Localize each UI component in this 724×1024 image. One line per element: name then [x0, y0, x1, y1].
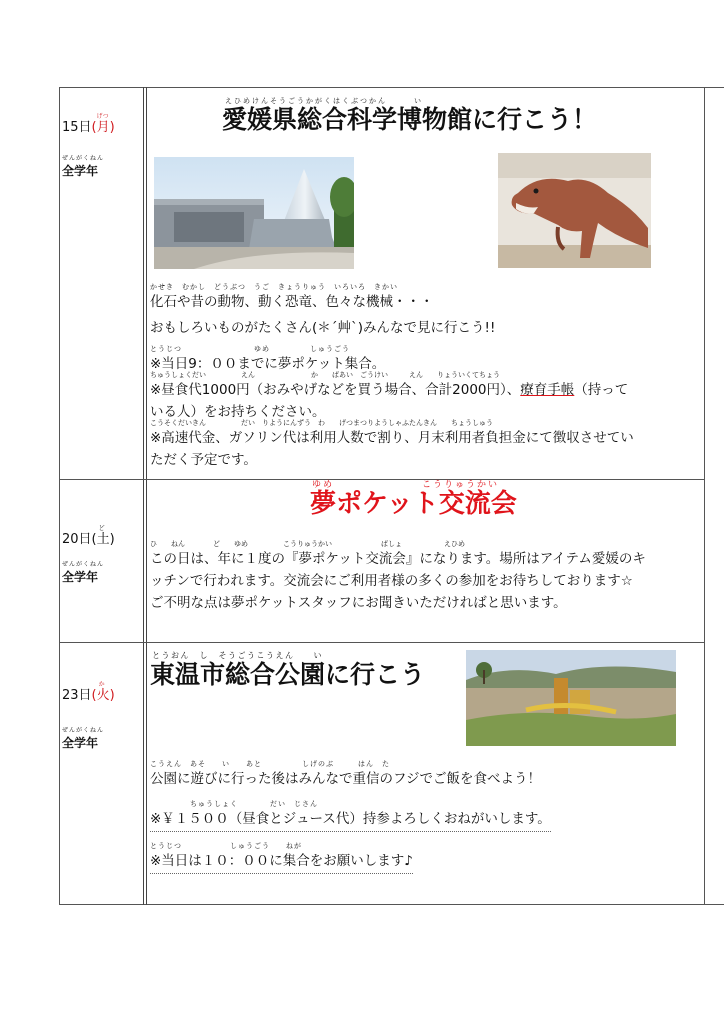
- table-divider-double: [146, 87, 147, 905]
- therapy-notebook-text: 療育手帳: [520, 382, 575, 398]
- event-exchange: [150, 481, 702, 519]
- event-museum: [150, 97, 702, 135]
- ruby-line: とうじつ ゆめ しゅうごう: [150, 345, 350, 353]
- title-ruby: とうおん し そうごうこうえん い: [152, 651, 323, 660]
- grade-label: 全学年: [62, 164, 99, 178]
- table-border-left: [59, 87, 60, 905]
- body-line: ※高速代金、ガソリン代は利用人数で割り、月末利用者負担金にて徴収させてい: [150, 430, 634, 446]
- museum-building-photo: [154, 157, 354, 269]
- body-line: この日は、年に１度の『夢ポケット交流会』になります。場所はアイテム愛媛のキ: [150, 551, 646, 567]
- date-cell: [62, 681, 142, 751]
- dinosaur-model-photo: [498, 153, 651, 268]
- weekday-ruby: げつ: [96, 113, 109, 120]
- ruby-line: こうえん あそ い あと しげのぶ はん た: [150, 760, 390, 768]
- body-line: ※当日9：００までに夢ポケット集合。: [150, 356, 386, 372]
- body-line: ※￥１５００（昼食とジュース代）持参よろしくおねがいします。: [150, 808, 551, 832]
- event-title: 愛媛県総合科学博物館に行こう！: [222, 105, 598, 134]
- date-label: 23日( か 火): [62, 681, 115, 703]
- body-line: ッチンで行われます。交流会にご利用者様の多くの参加をお待ちしております☆: [150, 573, 633, 589]
- ruby-line: ちゅうしょく だい じさん: [190, 800, 318, 808]
- ruby-line: かせき むかし どうぶつ うご きょうりゅう いろいろ きかい: [150, 283, 398, 291]
- event-title: 東温市総合公園に行こう: [150, 660, 426, 689]
- table-divider: [143, 87, 144, 905]
- event-museum-body: [150, 283, 702, 471]
- body-line: ご不明な点は夢ポケットスタッフにお聞きいただければと思います。: [150, 595, 567, 611]
- event-park-body: [150, 760, 702, 874]
- title-ruby: ゆめ こうりゅうかい: [312, 480, 500, 490]
- ruby-line: ひ ねん ど ゆめ こうりゅうかい ばしょ えひめ: [150, 540, 465, 548]
- weekday-ruby: ど: [98, 525, 105, 532]
- body-line: 化石や昔の動物、動く恐竜、色々な機械・・・: [150, 294, 434, 310]
- date-label: 15日( げつ 月): [62, 113, 115, 135]
- row-divider: [59, 642, 705, 643]
- date-cell: [62, 525, 142, 585]
- park-playground-photo: [466, 650, 676, 746]
- date-label: 20日( ど 土): [62, 525, 115, 547]
- event-exchange-body: [150, 540, 702, 614]
- date-day: 15日: [62, 120, 92, 135]
- grade-label: 全学年: [62, 570, 99, 584]
- title-ruby: えひめけんそうごうかがくはくぶつかん い: [225, 97, 423, 105]
- lunch-cost-text: ※昼食代1000円（おみやげなどを買う場合、合計2000円）、: [150, 382, 521, 398]
- weekday: 火: [96, 688, 110, 703]
- ruby-line: ちゅうしょくだい えん か ばあい ごうけい えん りょういくてちょう: [150, 371, 500, 379]
- grade-ruby: ぜんがくねん: [62, 561, 105, 568]
- body-line: ※当日は１０：００に集合をお願いします♪: [150, 850, 413, 874]
- grade-ruby: ぜんがくねん: [62, 727, 105, 734]
- table-border-right: [704, 87, 705, 905]
- ruby-line: こうそくだいきん だい りようにんずう わ げつまつりようしゃふたんきん ちょうしゅう: [150, 419, 493, 427]
- weekday: 土: [96, 532, 110, 547]
- weekday-ruby: か: [98, 681, 105, 688]
- body-line: いる人）をお持ちください。: [150, 404, 326, 420]
- body-line: おもしろいものがたくさん(＊´艸`)みんなで見に行こう!!: [150, 320, 496, 336]
- date-day: 23日: [62, 688, 92, 703]
- date-day: 20日: [62, 532, 92, 547]
- date-cell: [62, 113, 142, 179]
- event-title: 夢ポケット交流会: [310, 489, 517, 519]
- grade-label: 全学年: [62, 736, 99, 750]
- ruby-line: とうじつ しゅうごう ねが: [150, 842, 302, 850]
- grade-ruby: ぜんがくねん: [62, 155, 105, 162]
- weekday: 月: [96, 120, 110, 135]
- body-line: ただく予定です。: [150, 452, 257, 468]
- body-text-tail: （持って: [574, 382, 629, 398]
- body-line: 公園に遊びに行った後はみんなで重信のフジでご飯を食べよう！: [150, 771, 541, 787]
- body-line: [150, 379, 702, 401]
